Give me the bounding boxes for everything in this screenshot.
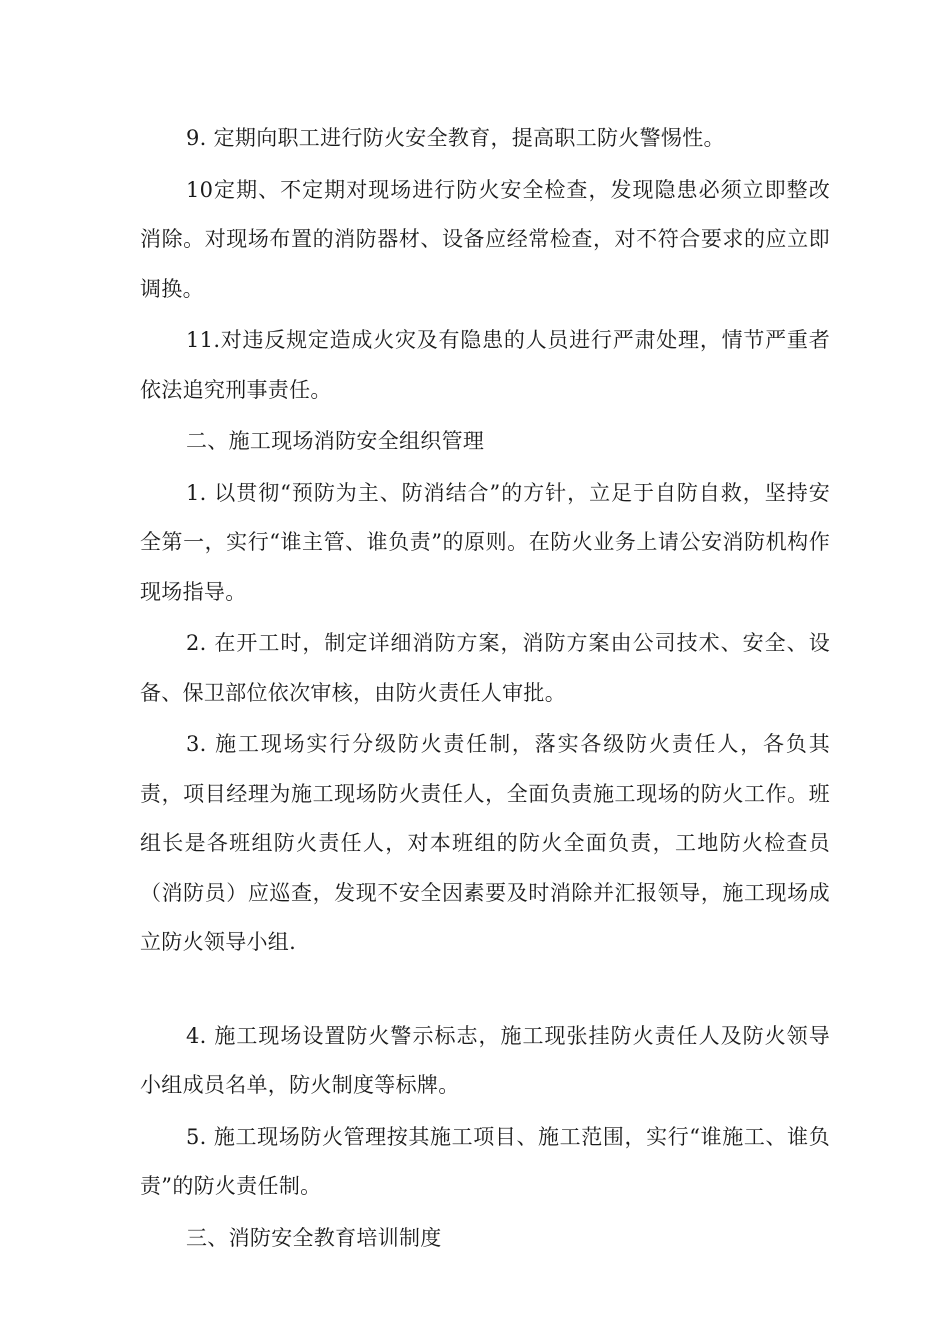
- paragraph-item-1: 1. 以贯彻“预防为主、防消结合”的方针，立足于自防自救，坚持安全第一，实行“谁主管、谁负责”的原则。在防火业务上请公安消防机构作现场指导。: [140, 480, 830, 604]
- document-body: [140, 114, 830, 1265]
- paragraph-item-10: 10定期、不定期对现场进行防火安全检查，发现隐患必须立即整改消除。对现场布置的消防器材、设备应经常检查，对不符合要求的应立即调换。: [140, 177, 830, 301]
- section-heading-3: 三、消防安全教育培训制度: [186, 1225, 442, 1250]
- paragraph-item-11: 11.对违反规定造成火灾及有隐患的人员进行严肃处理，情节严重者依法追究刑事责任。: [140, 328, 830, 402]
- paragraph-item-3: 3. 施工现场实行分级防火责任制，落实各级防火责任人，各负其责，项目经理为施工现场防火责任人，全面负责施工现场的防火工作。班组长是各班组防火责任人，对本班组的防火全面负责，工地防火检查员（消防员）应巡查，发现不安全因素要及时消除并汇报领导，施工现场成立防火领导小组.: [140, 732, 830, 954]
- section-heading-2: 二、施工现场消防安全组织管理: [186, 429, 485, 453]
- paragraph-item-4: 4. 施工现场设置防火警示标志，施工现张挂防火责任人及防火领导小组成员名单，防火制度等标牌。: [140, 1023, 830, 1097]
- paragraph-item-5: 5. 施工现场防火管理按其施工项目、施工范围，实行“谁施工、谁负责”的防火责任制。: [140, 1124, 830, 1198]
- paragraph-item-2: 2. 在开工时，制定详细消防方案，消防方案由公司技术、安全、设备、保卫部位依次审核，由防火责任人审批。: [140, 631, 830, 705]
- paragraph-item-9: 9. 定期向职工进行防火安全教育，提高职工防火警惕性。: [186, 126, 725, 150]
